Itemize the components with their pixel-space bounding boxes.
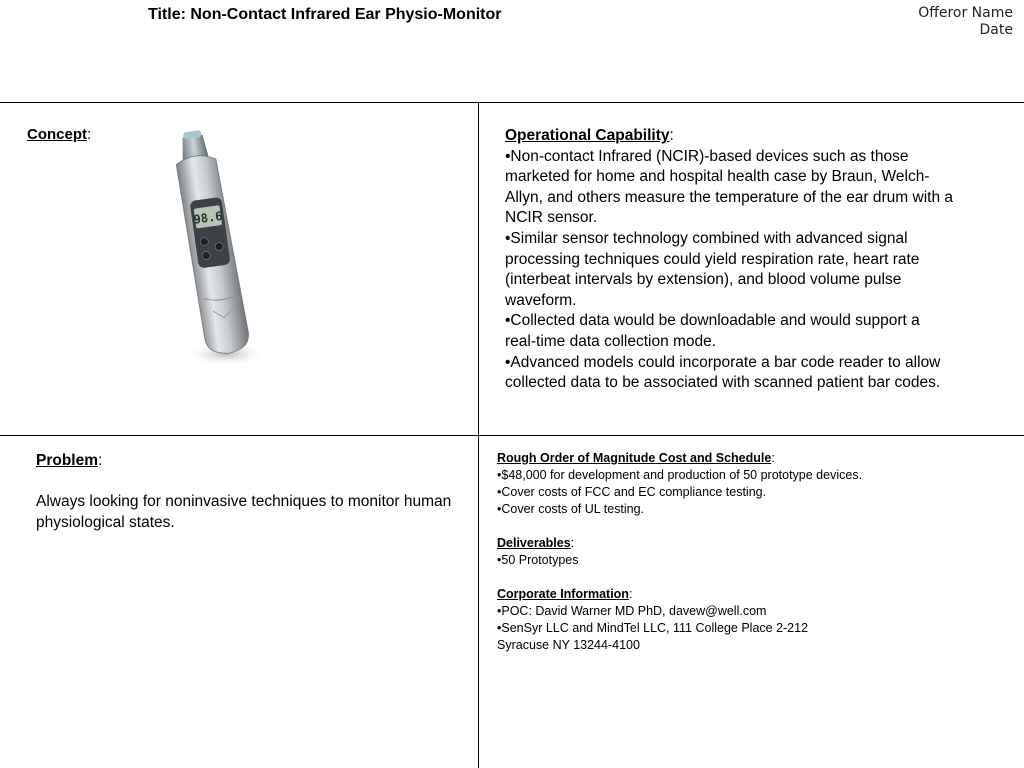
corporate-line: •SenSyr LLC and MindTel LLC, 111 College Place 2-212 (497, 621, 809, 635)
operational-capability-section (505, 126, 955, 394)
problem-text: Always looking for noninvasive techniques to monitor human physiological states. (36, 493, 452, 531)
rom-section (497, 450, 977, 654)
page-title: Title: Non-Contact Infrared Ear Physio-Monitor (148, 6, 502, 23)
concept-heading: Concept (27, 126, 87, 143)
top-divider (0, 102, 1024, 103)
rom-bullet: •Cover costs of FCC and EC compliance testing. (497, 485, 767, 499)
corporate-colon: : (628, 587, 633, 601)
middle-divider (0, 435, 1024, 436)
concept-label (27, 126, 91, 143)
problem-section (36, 451, 456, 533)
concept-colon: : (87, 126, 92, 143)
operational-bullet: •Collected data would be downloadable and would support a real-time data collection mode. (505, 312, 920, 350)
problem-colon: : (98, 452, 103, 469)
corporate-line: Syracuse NY 13244-4100 (497, 638, 640, 652)
operational-heading: Operational Capability (505, 127, 670, 144)
vertical-divider (478, 102, 479, 768)
rom-bullet: •$48,000 for development and production of 50 prototype devices. (497, 468, 863, 482)
deliverables-bullet: •50 Prototypes (497, 553, 579, 567)
operational-bullet: •Similar sensor technology combined with advanced signal processing techniques could yield respiration rate, heart rate (interbeat intervals by extension), and blood volume pulse waveform. (505, 229, 920, 309)
corporate-line: •POC: David Warner MD PhD, davew@well.com (497, 604, 767, 618)
rom-colon: : (771, 451, 775, 465)
rom-heading: Rough Order of Magnitude Cost and Schedule (497, 451, 772, 465)
offeror-block (918, 5, 1013, 39)
deliverables-colon: : (570, 536, 575, 550)
device-display-reading: 98.6 (192, 208, 224, 227)
offeror-name: Offeror Name (918, 5, 1013, 21)
operational-bullet: •Advanced models could incorporate a bar code reader to allow collected data to be associated with scanned patient bar codes. (505, 353, 941, 392)
rom-bullet: •Cover costs of UL testing. (497, 502, 645, 516)
problem-heading: Problem (36, 452, 99, 469)
offeror-date: Date (979, 22, 1013, 38)
operational-bullet: •Non-contact Infrared (NCIR)-based devices such as those marketed for home and hospital health case by Braun, Welch-Allyn, and others measure the temperature of the ear drum with a NCIR sensor. (505, 147, 954, 227)
deliverables-heading: Deliverables (497, 536, 571, 550)
ear-thermometer-image (166, 126, 266, 370)
corporate-heading: Corporate Information (497, 587, 629, 601)
operational-colon: : (669, 127, 674, 144)
